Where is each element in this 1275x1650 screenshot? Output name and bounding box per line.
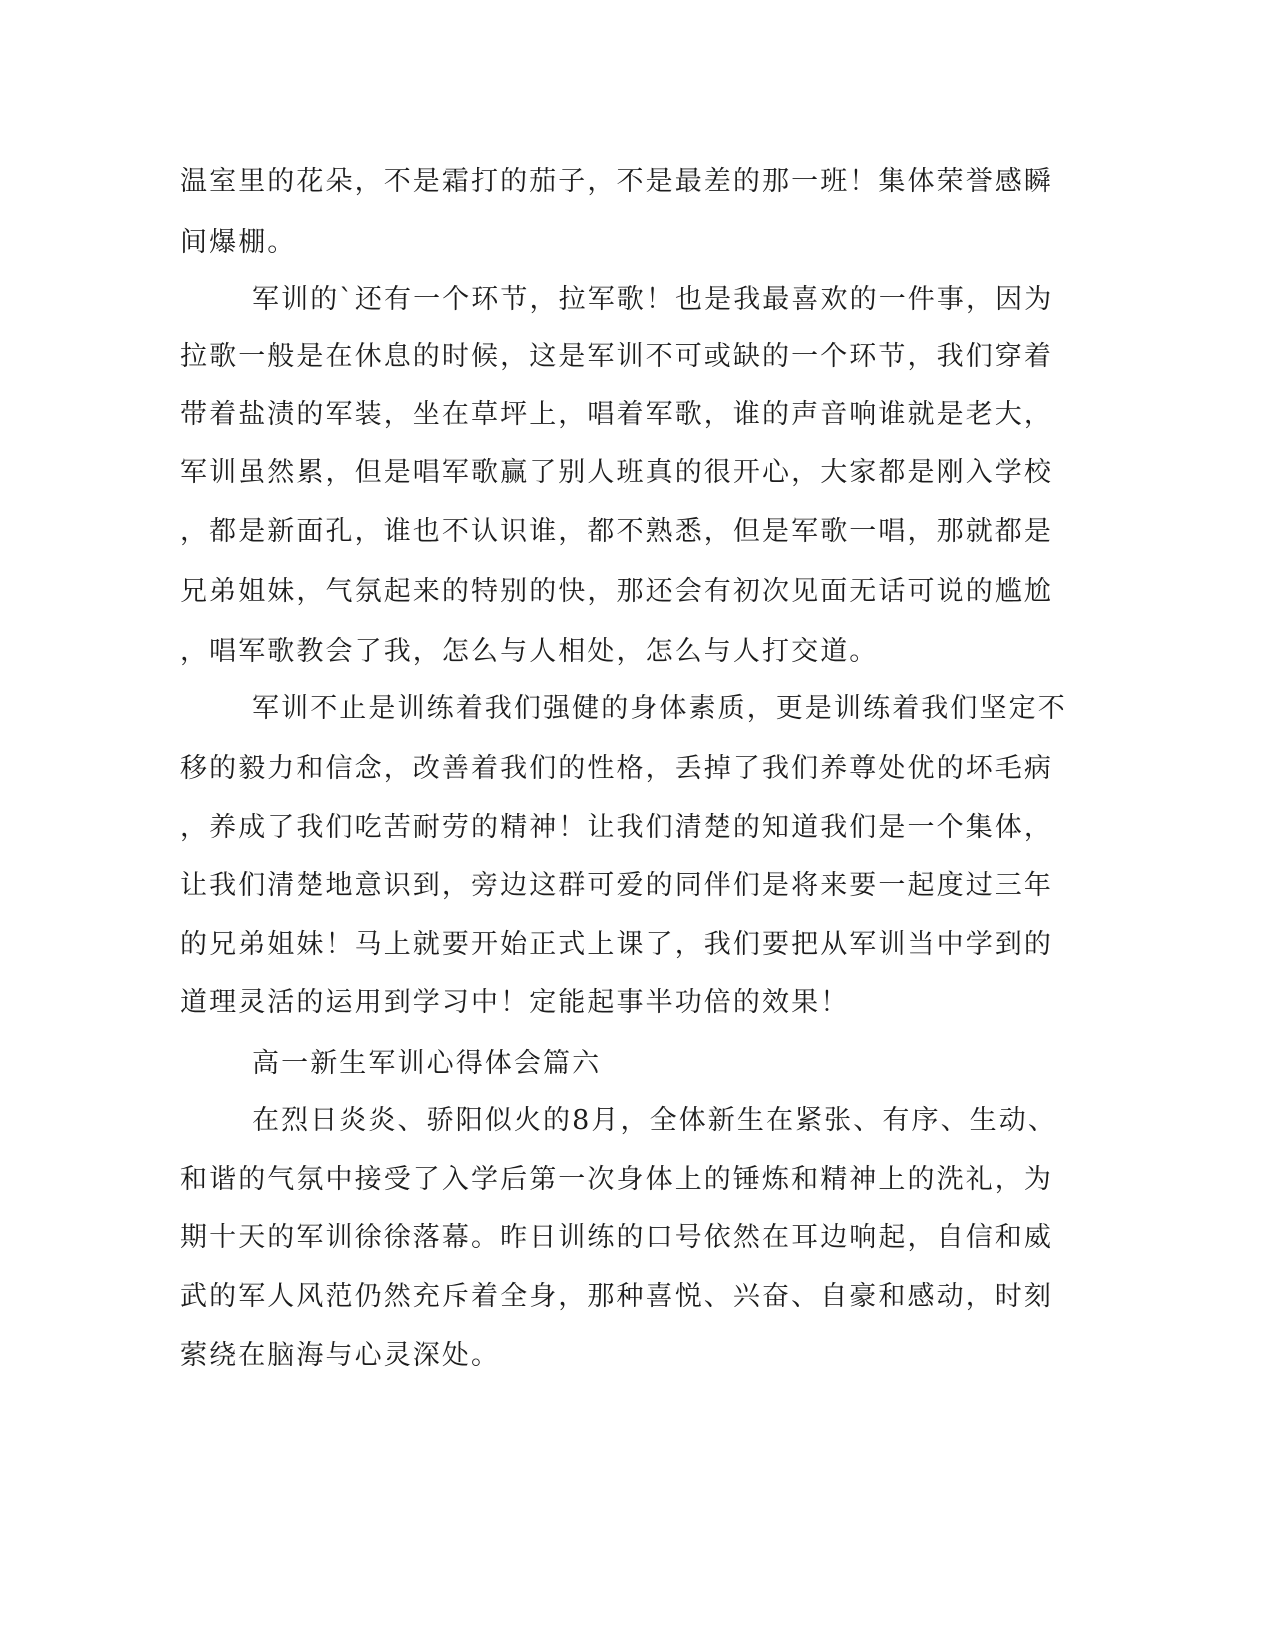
text-line: 温室里的花朵，不是霜打的茄子，不是最差的那一班！集体荣誉感瞬 bbox=[180, 166, 1053, 197]
paragraph-first-line: 在烈日炎炎、骄阳似火的8月，全体新生在紧张、有序、生动、 bbox=[252, 1105, 1057, 1136]
text-line: 武的军人风范仍然充斥着全身，那种喜悦、兴奋、自豪和感动，时刻 bbox=[180, 1281, 1053, 1312]
text-line: 兄弟姐妹，气氛起来的特别的快，那还会有初次见面无话可说的尴尬 bbox=[180, 576, 1053, 607]
text-line: 和谐的气氛中接受了入学后第一次身体上的锤炼和精神上的洗礼，为 bbox=[180, 1164, 1053, 1195]
paragraph-first-line: 军训的`还有一个环节，拉军歌！也是我最喜欢的一件事，因为 bbox=[252, 284, 1054, 315]
text-line: 道理灵活的运用到学习中！定能起事半功倍的效果！ bbox=[180, 987, 850, 1018]
text-line: 军训虽然累，但是唱军歌赢了别人班真的很开心，大家都是刚入学校 bbox=[180, 457, 1053, 488]
text-line: 拉歌一般是在休息的时候，这是军训不可或缺的一个环节，我们穿着 bbox=[180, 341, 1053, 372]
text-line: ，养成了我们吃苦耐劳的精神！让我们清楚的知道我们是一个集体， bbox=[180, 812, 1053, 843]
text-line: 萦绕在脑海与心灵深处。 bbox=[180, 1340, 501, 1371]
text-line: ，都是新面孔，谁也不认识谁，都不熟悉，但是军歌一唱，那就都是 bbox=[180, 516, 1053, 547]
text-line: 间爆棚。 bbox=[180, 227, 297, 258]
text-line: ，唱军歌教会了我，怎么与人相处，怎么与人打交道。 bbox=[180, 636, 879, 667]
text-line: 期十天的军训徐徐落幕。昨日训练的口号依然在耳边响起，自信和威 bbox=[180, 1222, 1053, 1253]
paragraph-first-line: 军训不止是训练着我们强健的身体素质，更是训练着我们坚定不 bbox=[252, 693, 1067, 724]
text-line: 带着盐渍的军装，坐在草坪上，唱着军歌，谁的声音响谁就是老大， bbox=[180, 399, 1053, 430]
text-line: 的兄弟姐妹！马上就要开始正式上课了，我们要把从军训当中学到的 bbox=[180, 929, 1053, 960]
section-heading: 高一新生军训心得体会篇六 bbox=[252, 1048, 602, 1079]
text-line: 让我们清楚地意识到，旁边这群可爱的同伴们是将来要一起度过三年 bbox=[180, 870, 1053, 901]
text-line: 移的毅力和信念，改善着我们的性格，丢掉了我们养尊处优的坏毛病 bbox=[180, 753, 1053, 784]
